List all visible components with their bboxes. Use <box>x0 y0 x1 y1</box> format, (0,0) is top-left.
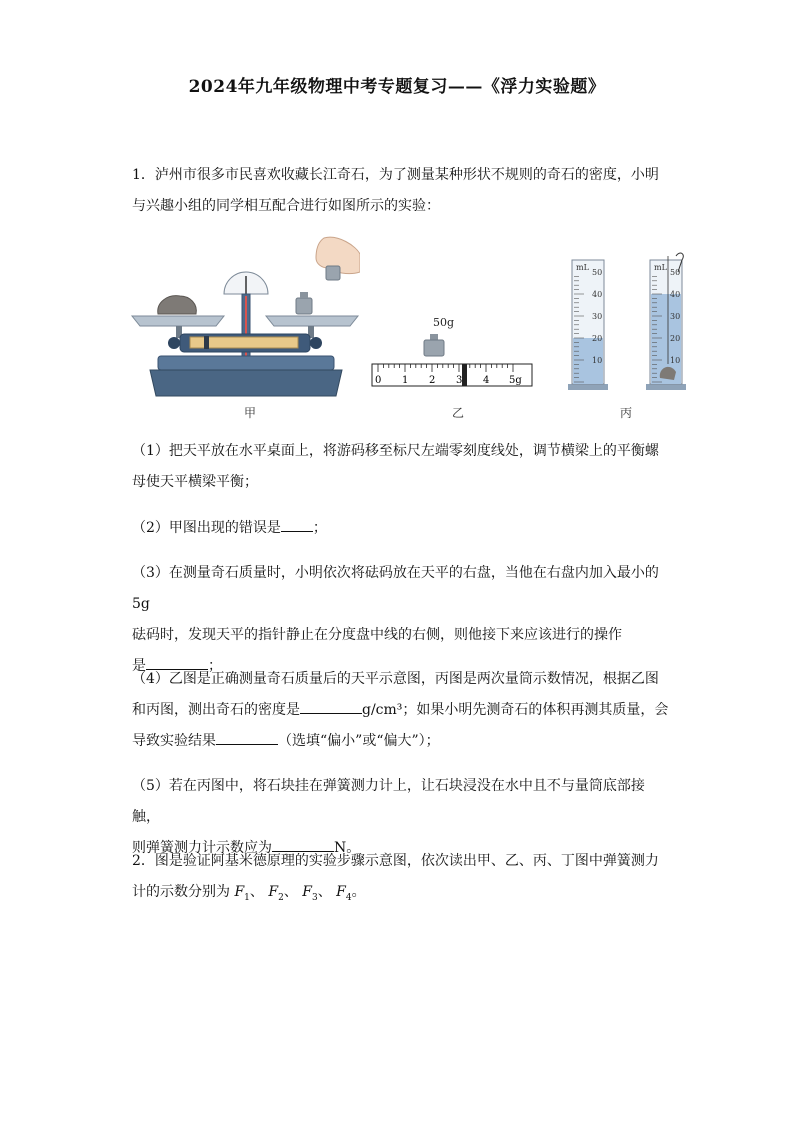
weight-label: 50g <box>433 316 455 329</box>
weight-50g-icon <box>424 340 444 356</box>
question-2 <box>132 846 672 914</box>
answer-blank[interactable] <box>281 515 313 532</box>
ruler-tick-label: 1 <box>402 375 409 386</box>
cylinders-figure <box>566 232 690 394</box>
cylinder-tick-label: 20 <box>592 334 603 343</box>
q1-p1-line1: （1）把天平放在水平桌面上，将游码移至标尺左端零刻度线处，调节横梁上的平衡螺 <box>132 443 659 459</box>
scale-base-top <box>158 356 334 370</box>
q1-p3-line1: （3）在测量奇石质量时，小明依次将砝码放在天平的右盘，当他在右盘内加入最小的5g <box>132 565 659 612</box>
q1-part-2: （2）甲图出现的错误是 ； <box>132 513 672 544</box>
question-1-intro <box>132 160 672 222</box>
figure-label-jia: 甲 <box>244 406 257 420</box>
figure-label-bing: 丙 <box>620 406 633 420</box>
cylinder-tick-label: 40 <box>592 290 603 299</box>
page-title: 2024年九年级物理中考专题复习——《浮力实验题》 <box>188 77 606 97</box>
ruler-rider <box>462 364 467 386</box>
ruler-tick-label: 4 <box>483 375 490 386</box>
left-pan <box>132 316 224 326</box>
q1-part-1 <box>132 436 672 498</box>
cylinder-tick-label: 40 <box>670 290 681 299</box>
q1-p4-line3: 导致实验结果 （选填“偏小”或“偏大”）； <box>132 726 672 757</box>
cylinder-tick-label: 30 <box>670 312 681 321</box>
q1-p3-line2: 砝码时，发现天平的指针静止在分度盘中线的右侧，则他接下来应该进行的操作 <box>132 627 622 643</box>
scale-base <box>150 370 342 396</box>
cylinder-tick-label: 30 <box>592 312 603 321</box>
pan-weight-icon <box>296 298 312 314</box>
figure-label-yi: 乙 <box>452 406 465 420</box>
q1-p5-line1: （5）若在丙图中，将石块挂在弹簧测力计上，让石块浸没在水中且不与量筒底部接触， <box>132 778 645 825</box>
cylinder-unit: mL <box>576 263 589 272</box>
q1-p4-line2: 和丙图，测出奇石的密度是 g/cm³；如果小明先测奇石的体积再测其质量，会 <box>132 695 672 726</box>
cylinder-tick-label: 10 <box>670 356 681 365</box>
balance-scale-figure <box>128 232 360 400</box>
cylinder-unit: mL <box>654 263 667 272</box>
held-weight-icon <box>326 266 340 280</box>
stone-icon <box>158 296 197 314</box>
cylinder-tick-label: 20 <box>670 334 681 343</box>
q1-p4-line1: （4）乙图是正确测量奇石质量后的天平示意图，丙图是两次量筒示数情况，根据乙图 <box>132 671 659 687</box>
rider <box>204 336 209 349</box>
cylinder-2 <box>646 256 686 390</box>
q1-p1-line2: 母使天平横梁平衡； <box>132 474 258 490</box>
ruler-tick-label: 2 <box>429 375 436 386</box>
cylinder-tick-label: 10 <box>592 356 603 365</box>
ruler-tick-label: 5g <box>509 375 522 386</box>
cylinder-tick-label: 50 <box>670 268 681 277</box>
right-pan <box>266 316 358 326</box>
cylinder-1 <box>568 260 608 390</box>
ruler-tick-label: 0 <box>375 375 382 386</box>
q1-p3-line3: 是 ； <box>132 651 672 682</box>
cylinder-tick-label: 50 <box>592 268 603 277</box>
answer-blank[interactable] <box>300 697 362 714</box>
q1-part-4 <box>132 664 672 757</box>
q1-intro-line1: 1．泸州市很多市民喜欢收藏长江奇石，为了测量某种形状不规则的奇石的密度，小明 <box>132 167 659 183</box>
ruler-tick-label: 3 <box>456 375 463 386</box>
q1-intro-line2: 与兴趣小组的同学相互配合进行如图所示的实验： <box>132 198 440 214</box>
q2-line2: 计的示数分别为 $F_1$、 $F_2$、 $F_3$、 $F_4$。 <box>132 884 366 903</box>
answer-blank[interactable] <box>216 728 278 745</box>
q1-p5-line2: 则弹簧测力计示数应为 N。 <box>132 833 672 864</box>
weight-ruler-figure <box>370 232 534 392</box>
q2-line1: 2．图是验证阿基米德原理的实验步骤示意图，依次读出甲、乙、丙、丁图中弹簧测力 <box>132 853 659 869</box>
